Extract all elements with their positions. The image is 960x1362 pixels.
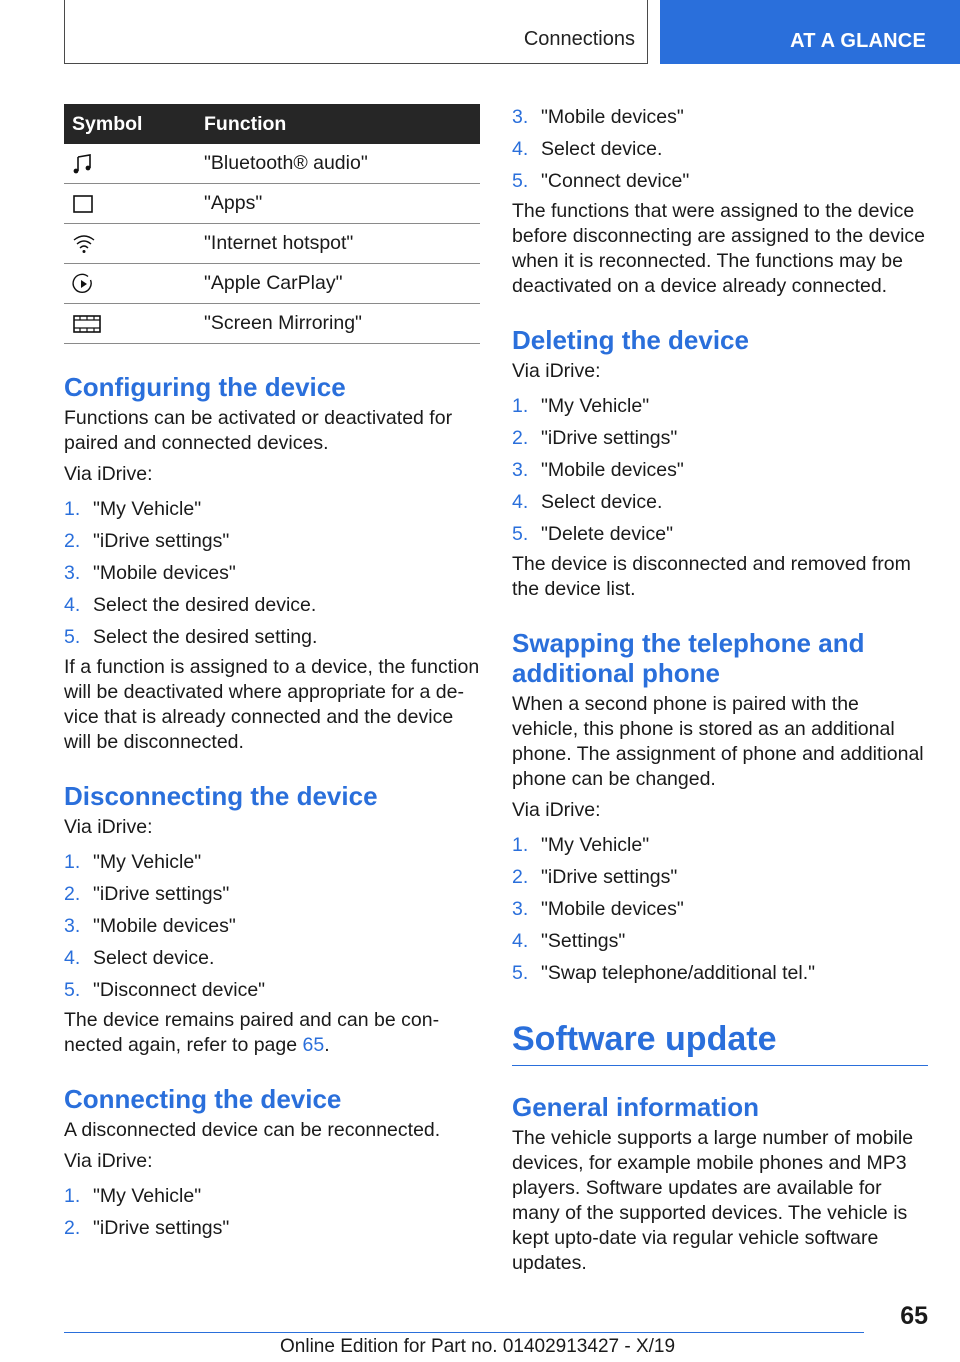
function-label: "Internet hotspot" bbox=[204, 224, 480, 264]
left-column bbox=[64, 104, 480, 1244]
connecting-steps-part1 bbox=[64, 1180, 480, 1244]
apps-square-icon bbox=[64, 184, 204, 224]
list-item: 3. "Mobile devices" bbox=[512, 459, 684, 481]
list-item: 5. Select the desired setting. bbox=[64, 626, 318, 648]
list-item: 2. "iDrive settings" bbox=[512, 866, 678, 888]
list-item: 1. "My Vehicle" bbox=[64, 498, 202, 520]
list-item: 2. "iDrive settings" bbox=[64, 1217, 230, 1239]
list-item: 3. "Mobile devices" bbox=[512, 106, 684, 128]
list-item: 3. "Mobile devices" bbox=[64, 915, 236, 937]
configuring-via: Via iDrive: bbox=[64, 463, 153, 485]
general-information-heading: General information bbox=[512, 1092, 760, 1122]
header-section-title: Connections bbox=[523, 28, 635, 50]
table-row bbox=[64, 304, 480, 344]
swapping-steps bbox=[512, 829, 928, 989]
table-row bbox=[64, 184, 480, 224]
connecting-intro: A disconnected device can be reconnected. bbox=[64, 1119, 441, 1141]
header-chapter-label: AT A GLANCE bbox=[790, 30, 926, 52]
configuring-heading: Configuring the device bbox=[64, 372, 346, 402]
footer-edition: Online Edition for Part no. 01402913427 - X/19 bbox=[280, 1336, 676, 1357]
disconnecting-steps bbox=[64, 846, 480, 1006]
screen-mirror-icon bbox=[64, 304, 204, 344]
function-label: "Apple CarPlay" bbox=[204, 264, 480, 304]
list-item: 5. "Connect device" bbox=[512, 170, 690, 192]
disconnecting-heading: Disconnecting the device bbox=[64, 781, 378, 811]
list-item: 4. Select device. bbox=[64, 947, 215, 969]
table-header-symbol: Symbol bbox=[64, 104, 204, 144]
deleting-via: Via iDrive: bbox=[512, 360, 601, 382]
deleting-heading: Deleting the device bbox=[512, 325, 749, 355]
configuring-steps bbox=[64, 493, 480, 653]
list-item: 4. Select the desired device. bbox=[64, 594, 317, 616]
deleting-steps bbox=[512, 390, 928, 550]
table-row bbox=[64, 264, 480, 304]
connecting-steps-part2 bbox=[512, 101, 928, 197]
function-label: "Apps" bbox=[204, 184, 480, 224]
configuring-intro: Functions can be activated or deactivated for paired and connected devices. bbox=[64, 407, 453, 454]
play-circle-icon bbox=[64, 264, 204, 304]
disconnecting-note: The device remains paired and can be connected again, refer to page 65. bbox=[64, 1009, 440, 1056]
software-update-text: The vehicle supports a large number of mobile devices, for example mobile phones and MP3 players. Software updates are available for many of the supported devices. The vehicle is kept upto-date via regular vehicle software updates. bbox=[512, 1127, 914, 1274]
table-row bbox=[64, 224, 480, 264]
list-item: 2. "iDrive settings" bbox=[64, 530, 230, 552]
deleting-note: The device is disconnected and removed from the device list. bbox=[512, 553, 911, 600]
header-chapter-tab[interactable] bbox=[660, 0, 960, 64]
software-update-heading: Software update bbox=[512, 1019, 928, 1066]
header-box bbox=[64, 0, 648, 64]
music-note-icon bbox=[64, 144, 204, 184]
right-column bbox=[512, 104, 928, 1276]
list-item: 2. "iDrive settings" bbox=[64, 883, 230, 905]
list-item: 3. "Mobile devices" bbox=[64, 562, 236, 584]
connecting-note: The functions that were assigned to the device before disconnecting are assigned to the device when it is reconnected. The functions may be deactivated on a device already connected. bbox=[512, 200, 926, 297]
list-item: 2. "iDrive settings" bbox=[512, 427, 678, 449]
function-label: "Screen Mirroring" bbox=[204, 304, 480, 344]
swapping-heading: Swapping the telephone and additional phone bbox=[512, 628, 865, 688]
footer-divider bbox=[64, 1332, 864, 1333]
list-item: 4. Select device. bbox=[512, 491, 663, 513]
configuring-note: If a function is assigned to a device, the function will be deactivated where appropriate for a device that is already connected and the device will be disconnected. bbox=[64, 656, 480, 753]
list-item: 3. "Mobile devices" bbox=[512, 898, 684, 920]
connecting-heading: Connecting the device bbox=[64, 1084, 342, 1114]
list-item: 4. Select device. bbox=[512, 138, 663, 160]
list-item: 1. "My Vehicle" bbox=[64, 851, 202, 873]
list-item: 1. "My Vehicle" bbox=[512, 834, 650, 856]
list-item: 1. "My Vehicle" bbox=[64, 1185, 202, 1207]
table-header-row bbox=[64, 104, 480, 144]
table-row bbox=[64, 144, 480, 184]
function-label: "Bluetooth® audio" bbox=[204, 144, 480, 184]
swapping-via: Via iDrive: bbox=[512, 799, 601, 821]
list-item: 5. "Delete device" bbox=[512, 523, 673, 545]
page-reference-link[interactable]: 65 bbox=[302, 1034, 325, 1056]
page-number: 65 bbox=[900, 1302, 928, 1330]
list-item: 5. "Disconnect device" bbox=[64, 979, 266, 1001]
disconnecting-via: Via iDrive: bbox=[64, 816, 153, 838]
wifi-icon bbox=[64, 224, 204, 264]
symbol-table bbox=[64, 104, 480, 344]
swapping-intro: When a second phone is paired with the vehicle, this phone is stored as an additional phone. The assignment of phone and additional phone can be changed. bbox=[512, 693, 924, 790]
connecting-via: Via iDrive: bbox=[64, 1150, 153, 1172]
table-header-function: Function bbox=[204, 104, 480, 144]
list-item: 5. "Swap telephone/additional tel." bbox=[512, 962, 816, 984]
list-item: 4. "Settings" bbox=[512, 930, 626, 952]
list-item: 1. "My Vehicle" bbox=[512, 395, 650, 417]
